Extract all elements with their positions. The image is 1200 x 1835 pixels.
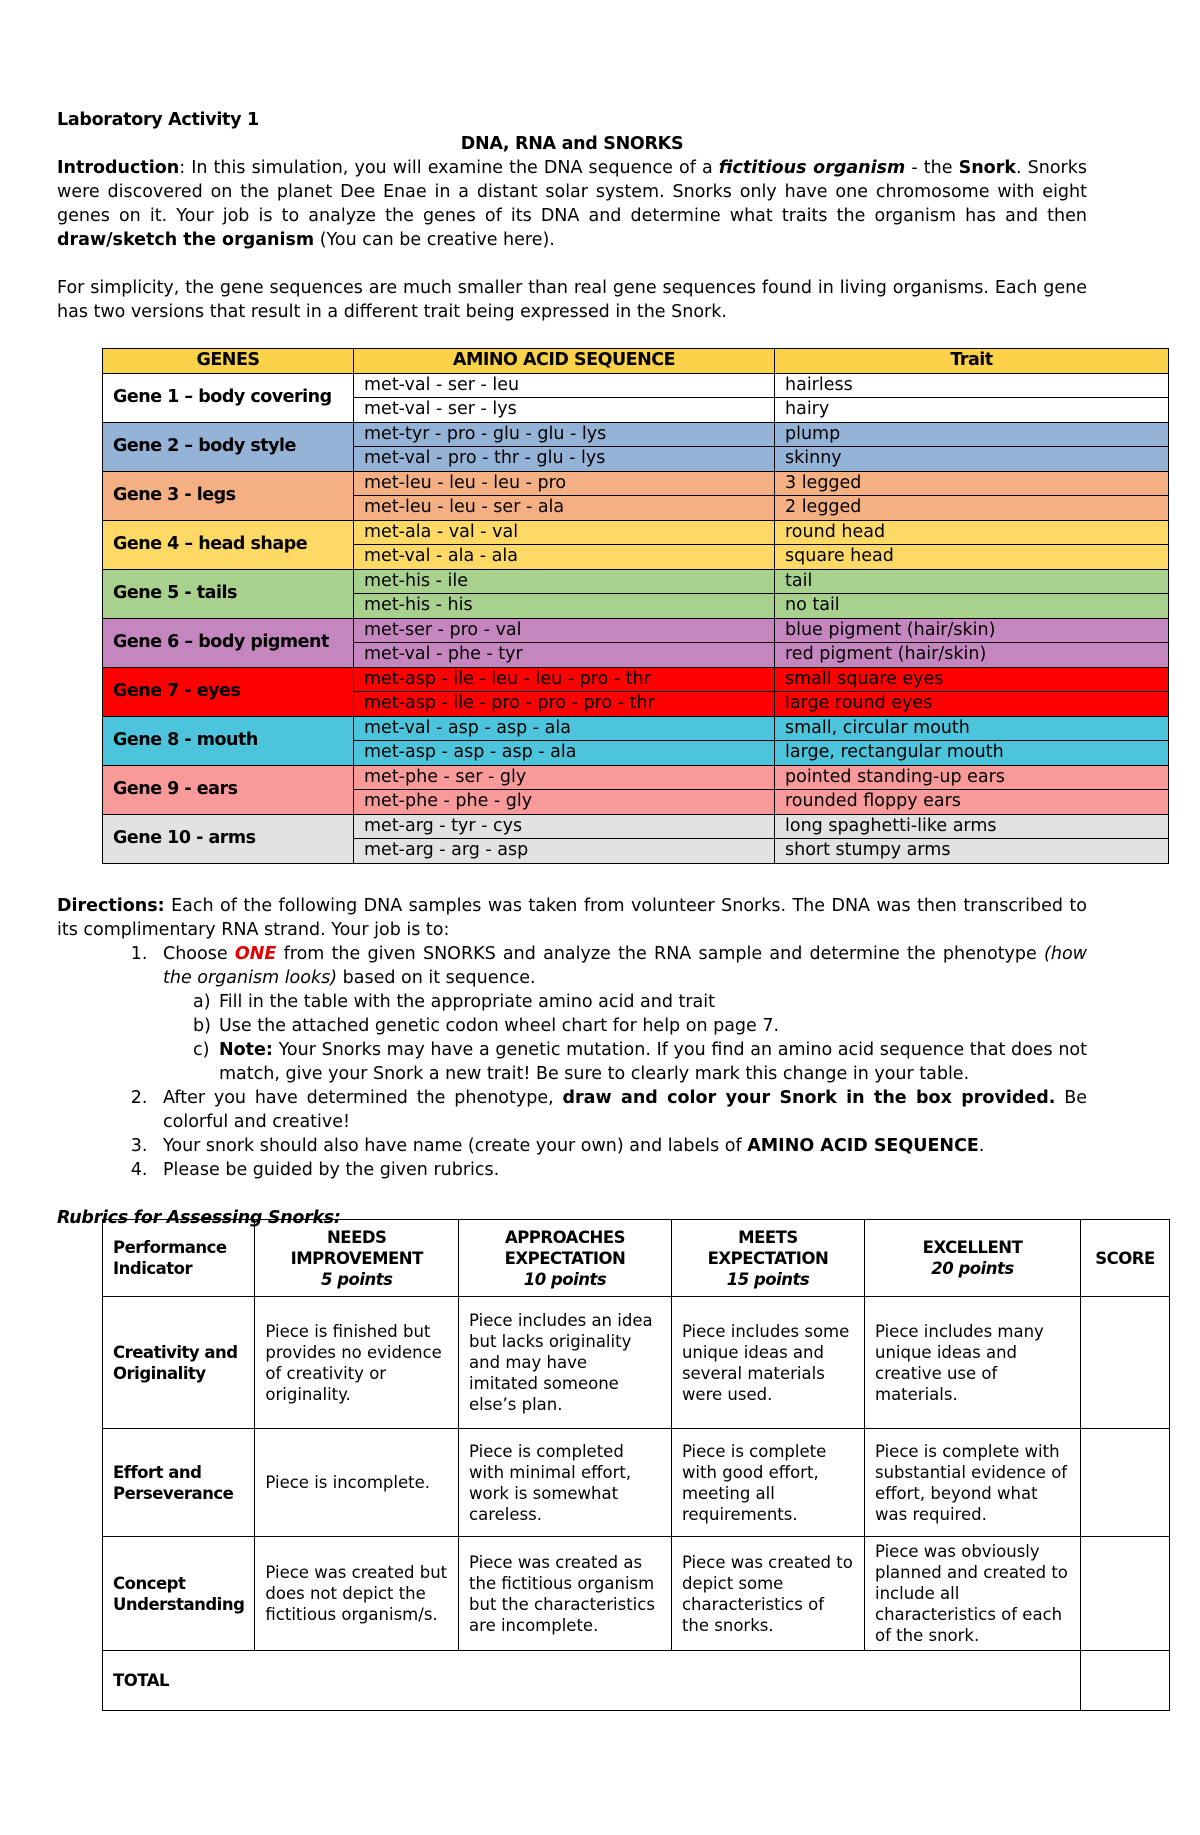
rubric-total-row <box>103 1651 1170 1711</box>
amino-acid-sequence: met-leu - leu - leu - pro <box>354 471 775 496</box>
gene-row <box>103 471 1169 496</box>
rubric-cell: Piece is complete with good effort, meeting all requirements. <box>671 1429 864 1537</box>
amino-acid-sequence: met-asp - ile - leu - leu - pro - thr <box>354 667 775 692</box>
amino-acid-sequence: met-phe - ser - gly <box>354 765 775 790</box>
rubric-table <box>102 1219 1170 1711</box>
amino-acid-sequence: met-val - phe - tyr <box>354 643 775 668</box>
trait: no tail <box>775 594 1169 619</box>
trait: small square eyes <box>775 667 1169 692</box>
introduction-paragraph: Introduction: In this simulation, you will examine the DNA sequence of a fictitious organism - the Snork. Snorks were discovered on the planet Dee Enae in a distant solar system. Snorks only have one chromosome with eight genes on it. Your job is to analyze the genes of its DNA and determine what traits the organism has and then draw/sketch the organism (You can be creative here). <box>57 158 1087 250</box>
amino-acid-sequence: met-leu - leu - ser - ala <box>354 496 775 521</box>
gene-row <box>103 569 1169 594</box>
rubric-cell: Piece includes an idea but lacks originality and may have imitated someone else’s plan. <box>459 1297 672 1429</box>
gene-name: Gene 6 – body pigment <box>103 618 354 667</box>
rubric-row <box>103 1537 1170 1651</box>
amino-acid-sequence: met-asp - asp - asp - ala <box>354 741 775 766</box>
trait: pointed standing-up ears <box>775 765 1169 790</box>
total-label: TOTAL <box>103 1651 1081 1711</box>
rubric-header-row <box>103 1220 1170 1297</box>
header-amino-acid-sequence: AMINO ACID SEQUENCE <box>354 349 775 374</box>
snork-term: Snork <box>958 158 1016 178</box>
trait: hairless <box>775 373 1169 398</box>
rubric-cell: Piece includes many unique ideas and creative use of materials. <box>865 1297 1081 1429</box>
rubric-indicator: Effort and Perseverance <box>103 1429 255 1537</box>
amino-acid-sequence: met-val - pro - thr - glu - lys <box>354 447 775 472</box>
rubric-cell: Piece was obviously planned and created to include all characteristics of each of the snork. <box>865 1537 1081 1651</box>
rubric-header-indicator: Performance Indicator <box>103 1220 255 1297</box>
amino-acid-sequence: met-asp - ile - pro - pro - pro - thr <box>354 692 775 717</box>
gene-row <box>103 814 1169 839</box>
amino-acid-sequence: met-ser - pro - val <box>354 618 775 643</box>
gene-name: Gene 1 – body covering <box>103 373 354 422</box>
gene-name: Gene 10 - arms <box>103 814 354 863</box>
trait: short stumpy arms <box>775 839 1169 864</box>
header-trait: Trait <box>775 349 1169 374</box>
trait: 3 legged <box>775 471 1169 496</box>
rubric-indicator: Creativity and Originality <box>103 1297 255 1429</box>
trait: plump <box>775 422 1169 447</box>
rubric-header-approaches: APPROACHES EXPECTATION 10 points <box>459 1220 672 1297</box>
amino-acid-sequence: met-phe - phe - gly <box>354 790 775 815</box>
amino-acid-sequence: met-his - his <box>354 594 775 619</box>
rubric-header-meets: MEETS EXPECTATION 15 points <box>671 1220 864 1297</box>
lab-title: Laboratory Activity 1 <box>57 110 259 130</box>
trait: square head <box>775 545 1169 570</box>
gene-name: Gene 4 – head shape <box>103 520 354 569</box>
trait: rounded floppy ears <box>775 790 1169 815</box>
step-1-substeps <box>163 990 1087 1086</box>
trait: large round eyes <box>775 692 1169 717</box>
rubric-cell: Piece includes some unique ideas and several materials were used. <box>671 1297 864 1429</box>
step-2: 2. After you have determined the phenotype, draw and color your Snork in the box provided. Be colorful and creative! <box>153 1086 1087 1134</box>
trait: hairy <box>775 398 1169 423</box>
gene-name: Gene 8 - mouth <box>103 716 354 765</box>
rubric-cell: Piece is completed with minimal effort, work is somewhat careless. <box>459 1429 672 1537</box>
gene-name: Gene 7 - eyes <box>103 667 354 716</box>
rubric-header-needs-improvement: NEEDS IMPROVEMENT 5 points <box>255 1220 459 1297</box>
score-cell[interactable] <box>1081 1429 1170 1537</box>
rubric-header-score: SCORE <box>1081 1220 1170 1297</box>
substep-a: a) Fill in the table with the appropriate amino acid and trait <box>193 992 715 1012</box>
score-cell[interactable] <box>1081 1297 1170 1429</box>
directions-steps <box>57 942 1087 1182</box>
step-4: 4. Please be guided by the given rubrics. <box>153 1158 1087 1182</box>
trait: 2 legged <box>775 496 1169 521</box>
amino-acid-sequence: met-val - ser - leu <box>354 373 775 398</box>
rubric-cell: Piece is finished but provides no evidence of creativity or originality. <box>255 1297 459 1429</box>
doc-title: DNA, RNA and SNORKS <box>460 134 684 154</box>
gene-row <box>103 373 1169 398</box>
rubric-indicator: Concept Understanding <box>103 1537 255 1651</box>
trait: red pigment (hair/skin) <box>775 643 1169 668</box>
directions-paragraph: Directions: Each of the following DNA samples was taken from volunteer Snorks. The DNA was then transcribed to its complimentary RNA strand. Your job is to: <box>57 896 1087 940</box>
directions-label: Directions: <box>57 896 165 916</box>
trait: large, rectangular mouth <box>775 741 1169 766</box>
amino-acid-sequence: met-arg - arg - asp <box>354 839 775 864</box>
header-genes: GENES <box>103 349 354 374</box>
gene-row <box>103 422 1169 447</box>
intro-label: Introduction <box>57 158 180 178</box>
document-page <box>57 108 1087 324</box>
amino-acid-sequence: met-arg - tyr - cys <box>354 814 775 839</box>
rubric-row <box>103 1297 1170 1429</box>
amino-acid-sequence: met-val - ser - lys <box>354 398 775 423</box>
gene-row <box>103 618 1169 643</box>
gene-row <box>103 520 1169 545</box>
fictitious-organism: fictitious organism <box>718 158 906 178</box>
one-emphasis: ONE <box>234 944 277 964</box>
rubric-cell: Piece was created but does not depict the fictitious organism/s. <box>255 1537 459 1651</box>
amino-acid-sequence: met-his - ile <box>354 569 775 594</box>
amino-acid-sequence: met-val - ala - ala <box>354 545 775 570</box>
gene-name: Gene 9 - ears <box>103 765 354 814</box>
rubric-cell: Piece is incomplete. <box>255 1429 459 1537</box>
amino-acid-sequence: met-ala - val - val <box>354 520 775 545</box>
gene-table <box>102 348 1169 864</box>
trait: round head <box>775 520 1169 545</box>
rubric-cell: Piece was created to depict some characteristics of the snorks. <box>671 1537 864 1651</box>
gene-name: Gene 5 - tails <box>103 569 354 618</box>
amino-acid-sequence: met-val - asp - asp - ala <box>354 716 775 741</box>
step-1: 1. Choose ONE from the given SNORKS and analyze the RNA sample and determine the phenotype (how the organism looks) based on it sequence. a) Fill in the table with the appropriate amino acid and trait b) Use the attached genetic codon wheel chart for help on page 7. c) Note: Your Snorks may have a genetic mutation. If you find an amino acid sequence that does not match, give your Snork a new trait! Be sure to clearly mark this change in your table. <box>153 942 1087 1086</box>
gene-name: Gene 2 – body style <box>103 422 354 471</box>
gene-row <box>103 716 1169 741</box>
substep-c: c) Note: Your Snorks may have a genetic mutation. If you find an amino acid sequence that does not match, give your Snork a new trait! Be sure to clearly mark this change in your table. <box>193 1040 1087 1084</box>
trait: skinny <box>775 447 1169 472</box>
rubric-row <box>103 1429 1170 1537</box>
rubric-title: Rubrics for Assessing Snorks: <box>57 1208 341 1228</box>
rubric-header-excellent: EXCELLENT 20 points <box>865 1220 1081 1297</box>
amino-acid-sequence: met-tyr - pro - glu - glu - lys <box>354 422 775 447</box>
trait: tail <box>775 569 1169 594</box>
score-cell[interactable] <box>1081 1537 1170 1651</box>
gene-table-header <box>103 349 1169 374</box>
trait: small, circular mouth <box>775 716 1169 741</box>
step-3: 3. Your snork should also have name (create your own) and labels of AMINO ACID SEQUENCE. <box>153 1134 1087 1158</box>
rubric-cell: Piece was created as the fictitious organism but the characteristics are incomplete. <box>459 1537 672 1651</box>
gene-name: Gene 3 - legs <box>103 471 354 520</box>
gene-row <box>103 667 1169 692</box>
rubric-cell: Piece is complete with substantial evidence of effort, beyond what was required. <box>865 1429 1081 1537</box>
draw-sketch: draw/sketch the organism <box>57 230 315 250</box>
trait: blue pigment (hair/skin) <box>775 618 1169 643</box>
trait: long spaghetti-like arms <box>775 814 1169 839</box>
simplicity-paragraph: For simplicity, the gene sequences are much smaller than real gene sequences found in living organisms. Each gene has two versions that result in a different trait being expressed in the Snork. <box>57 278 1087 322</box>
total-score-cell[interactable] <box>1081 1651 1170 1711</box>
substep-b: b) Use the attached genetic codon wheel chart for help on page 7. <box>193 1016 780 1036</box>
gene-row <box>103 765 1169 790</box>
